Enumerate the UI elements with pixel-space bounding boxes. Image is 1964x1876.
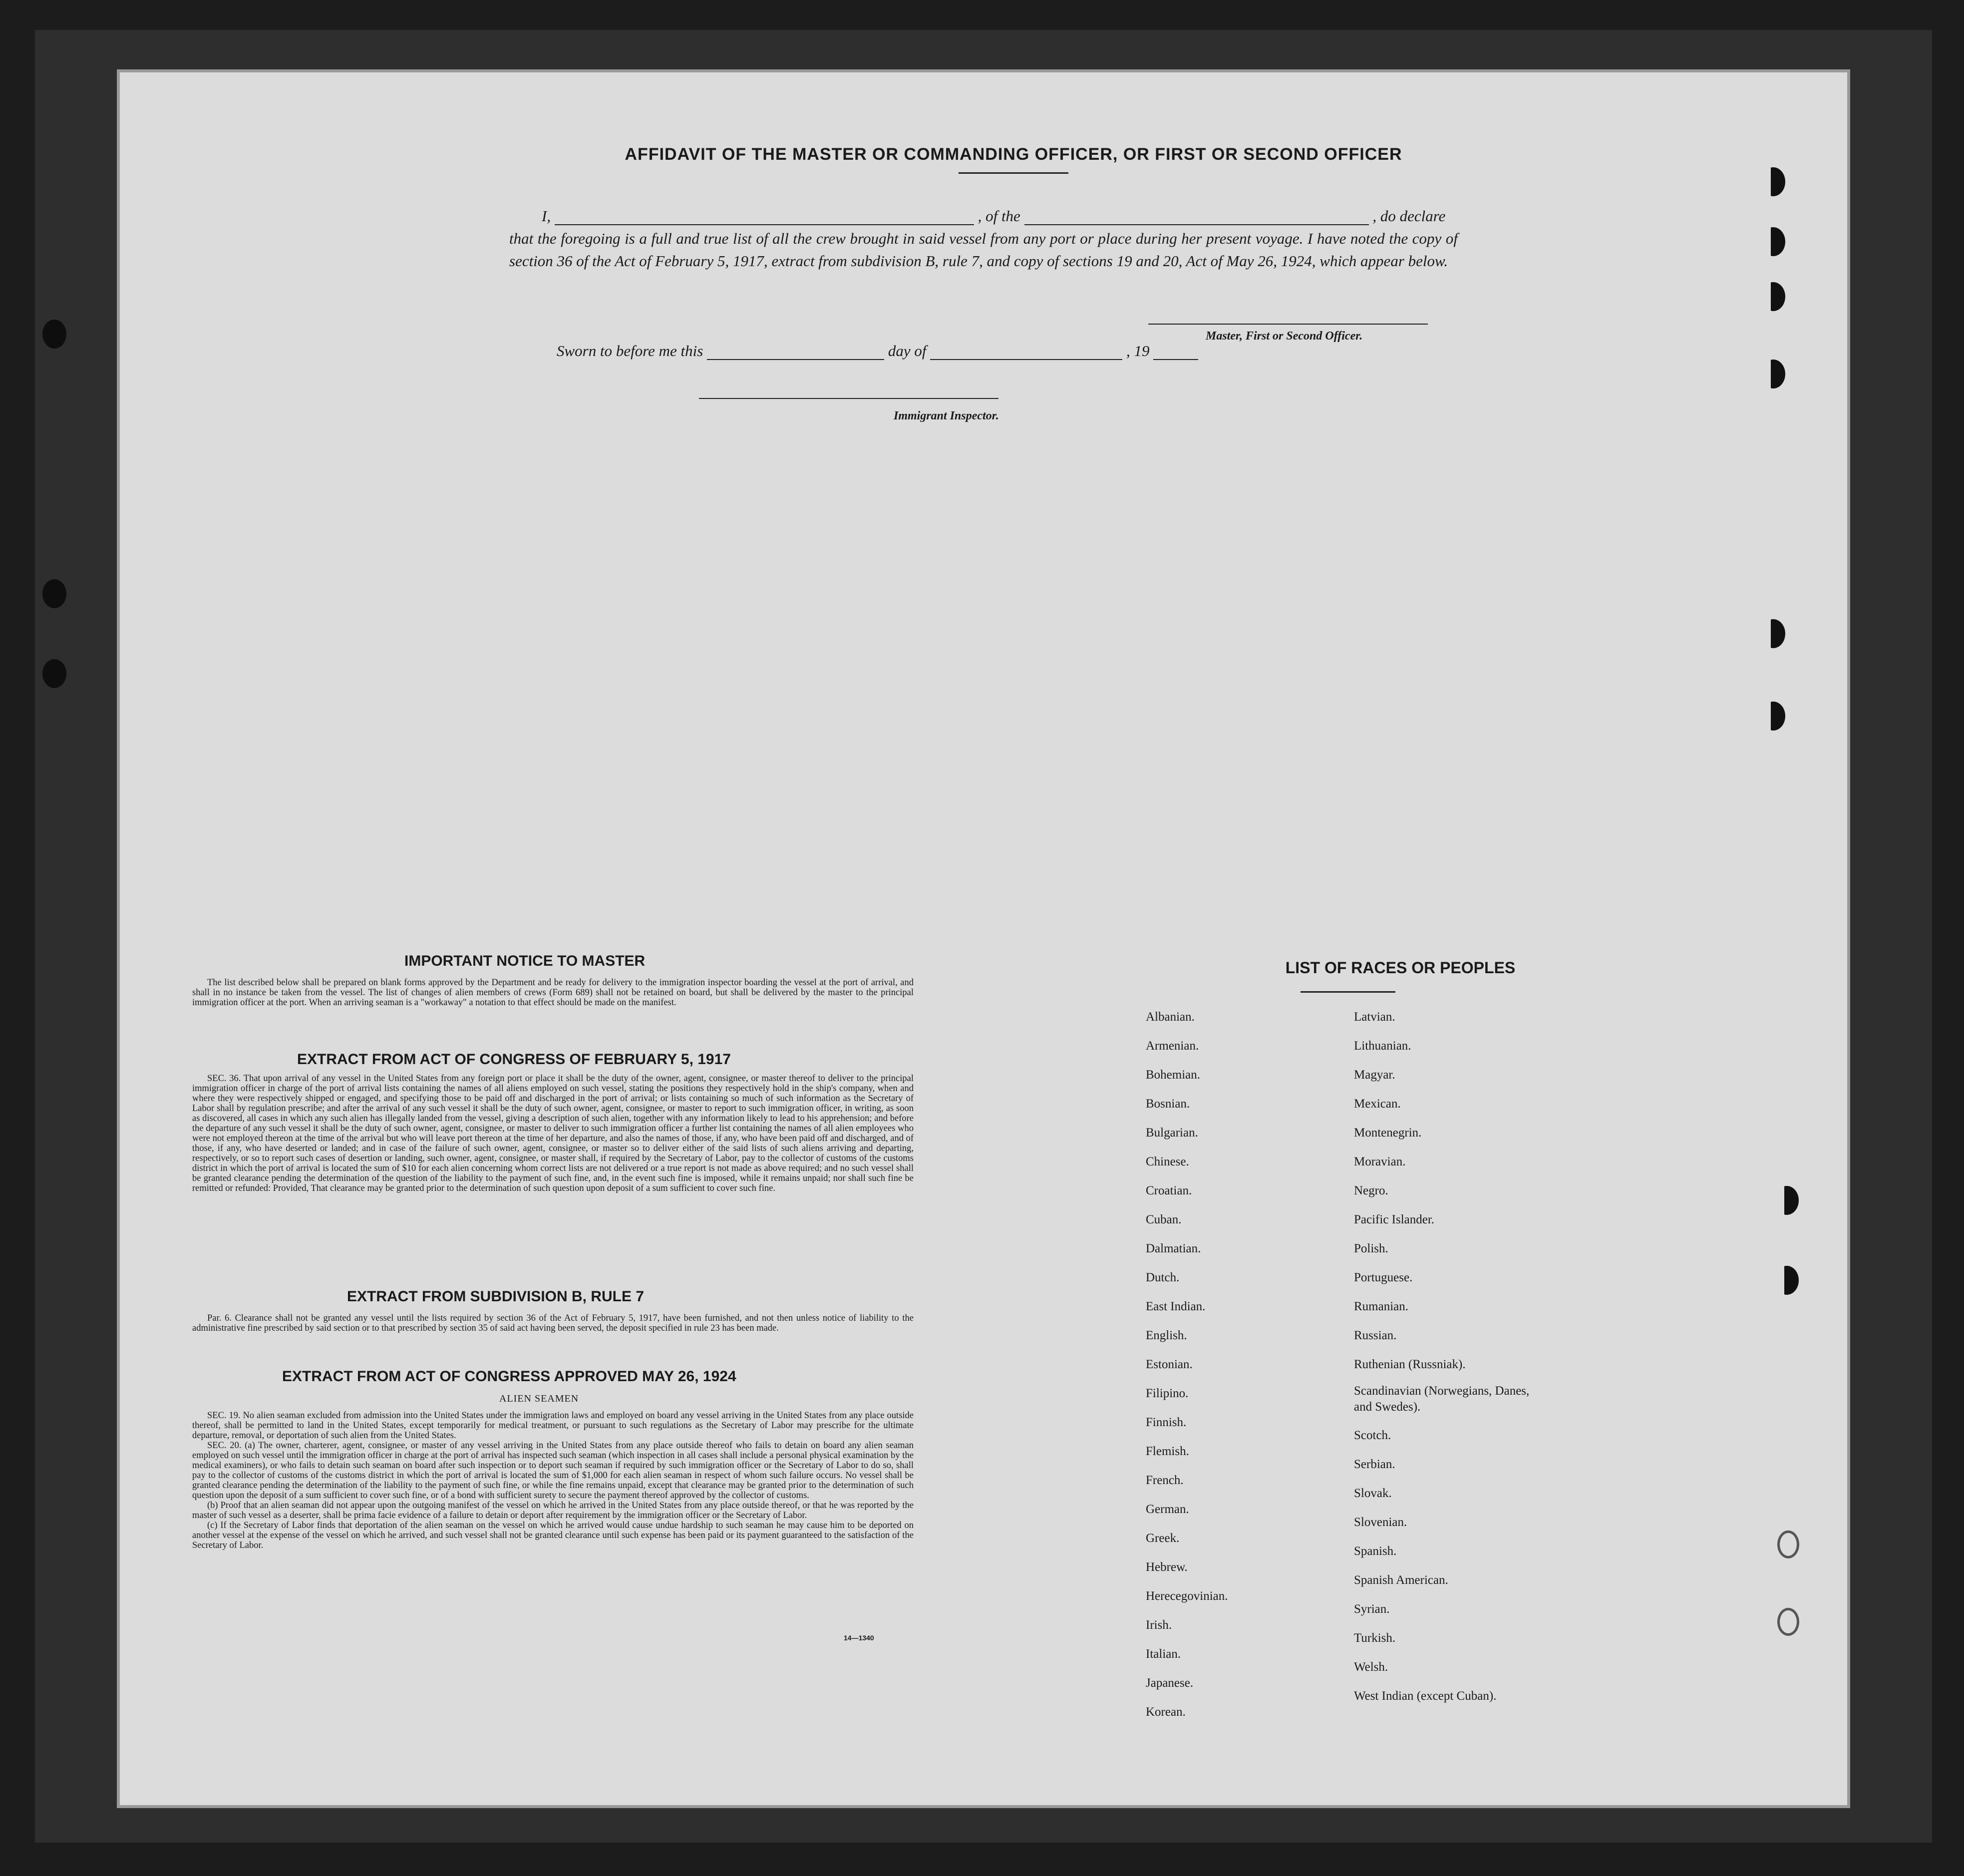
extract-1924-text [192, 1411, 914, 1550]
notice-paragraph: The list described below shall be prepared on blank forms approved by the Department and be ready for delivery to the immigration inspector boarding the vessel at the port of arrival, and shall in no instance be taken from the vessel. The list of changes of alien members of crews (Form 689) shall not be retained on board, but shall be delivered by the master to the principal immigration officer at the port. When an arriving seaman is a "workaway" a notation to that effect should be made on the manifest. [192, 978, 914, 1008]
race-item: Welsh. [1354, 1660, 1388, 1674]
race-item: Italian. [1146, 1647, 1181, 1661]
form-number: 14—1340 [844, 1634, 874, 1642]
race-item: Japanese. [1146, 1676, 1194, 1690]
race-item: French. [1146, 1474, 1184, 1487]
race-item: Greek. [1146, 1531, 1180, 1545]
race-item: Bohemian. [1146, 1068, 1201, 1082]
race-item: Ruthenian (Russniak). [1354, 1358, 1466, 1371]
race-item: Spanish. [1354, 1544, 1397, 1558]
race-item: Bulgarian. [1146, 1126, 1198, 1139]
race-item: Pacific Islander. [1354, 1213, 1435, 1226]
punch-hole-icon [1777, 1530, 1799, 1558]
race-item: West Indian (except Cuban). [1354, 1689, 1497, 1703]
affidavit-title: AFFIDAVIT OF THE MASTER OR COMMANDING OFFICER, OR FIRST OR SECOND OFFICER [625, 145, 1402, 164]
race-item: Rumanian. [1354, 1300, 1409, 1313]
master-signature-line[interactable] [1148, 324, 1428, 325]
race-item: Bosnian. [1146, 1097, 1190, 1111]
declarant-name-field[interactable] [555, 224, 974, 225]
extract-1924-title: EXTRACT FROM ACT OF CONGRESS APPROVED MAY 26, 1924 [282, 1368, 736, 1385]
sworn-day-label: day of [888, 342, 927, 360]
race-item: East Indian. [1146, 1300, 1206, 1313]
race-item: Estonian. [1146, 1358, 1193, 1371]
inspector-label: Immigrant Inspector. [894, 409, 999, 422]
sec20a-paragraph: SEC. 20. (a) The owner, charterer, agent, consignee, or master of any vessel arriving in the United States from any place outside thereof who fails to detain on board any alien seaman employed on such vessel until the immigration officer in charge at the port of arrival has inspected such seaman (which inspection in all cases shall include a personal physical examination by the medical examiners), or who fails to detain such seaman on board after such inspection or to deport such seaman if required by such immigration officer or the Secretary of Labor to do so, shall pay to the collector of customs of the customs district in which the port of arrival is located the sum of $1,000 for each alien seaman in respect of whom such failure occurs. No vessel shall be granted clearance pending the determination of the liability to the payment of such fine, or while the fine remains unpaid, except that clearance may be granted prior to the determination of such question upon the deposit of a sum sufficient to cover such fine, or of a bond with sufficient surety to secure the payment thereof approved by the collector of customs. [192, 1441, 914, 1501]
race-item: Russian. [1354, 1329, 1397, 1342]
race-item: Negro. [1354, 1184, 1388, 1197]
affidavit-body: that the foregoing is a full and true list of all the crew brought in said vessel from any port or place during her present voyage. I have noted the copy of section 36 of the Act of February 5, 1917, extract from subdivision B, rule 7, and copy of sections 19 and 20, Act of May 26, 1924, which appear below. [509, 230, 1458, 270]
declarant-prefix: I, [542, 207, 551, 225]
sworn-line [557, 342, 1198, 360]
punch-hole-icon [1761, 360, 1785, 388]
sworn-month-field[interactable] [930, 359, 1122, 360]
punch-hole-icon [1761, 227, 1785, 256]
race-item: Serbian. [1354, 1458, 1395, 1471]
punch-hole-icon [1775, 1186, 1799, 1215]
race-item: Slovenian. [1354, 1515, 1407, 1529]
punch-hole-icon [1761, 619, 1785, 648]
title-underline [959, 172, 1068, 174]
race-item: Herecegovinian. [1146, 1589, 1228, 1603]
race-item: Filipino. [1146, 1387, 1189, 1400]
sec20b-paragraph: (b) Proof that an alien seaman did not appear upon the outgoing manifest of the vessel on which he arrived in the United States from any place outside thereof, or that he was reported by the master of such vessel as a deserter, shall be prima facie evidence of a failure to detain or deport after requirement by the immigration officer or the Secretary of Labor. [192, 1501, 914, 1520]
race-item: Flemish. [1146, 1445, 1189, 1458]
subdivision-title: EXTRACT FROM SUBDIVISION B, RULE 7 [347, 1288, 645, 1305]
race-item: Finnish. [1146, 1416, 1187, 1429]
race-item: Hebrew. [1146, 1560, 1188, 1574]
race-item: Albanian. [1146, 1010, 1195, 1024]
race-item: Scotch. [1354, 1429, 1391, 1442]
subdivision-text [192, 1313, 914, 1333]
extract-1917-text [192, 1074, 914, 1193]
race-item: Syrian. [1354, 1602, 1390, 1616]
races-left-column [1146, 1003, 1228, 1727]
race-item: Moravian. [1354, 1155, 1406, 1168]
race-item: Polish. [1354, 1242, 1388, 1255]
punch-hole-icon [1761, 282, 1785, 311]
declarant-suffix: , do declare [1372, 207, 1446, 225]
sec20c-paragraph: (c) If the Secretary of Labor finds that deportation of the alien seaman on the vessel on which he arrived would cause undue hardship to such seaman he may cause him to be deported on another vessel at the expense of the vessel on which he arrived, and such vessel shall not be granted clearance until such expense has been paid or its payment guaranteed to the satisfaction of the Secretary of Labor. [192, 1520, 914, 1550]
notice-title: IMPORTANT NOTICE TO MASTER [404, 953, 646, 969]
race-item: Scandinavian (Norwegians, Danes, and Swedes). [1354, 1384, 1530, 1414]
sec36-paragraph: SEC. 36. That upon arrival of any vessel in the United States from any foreign port or place it shall be the duty of the owner, agent, consignee, or master thereof to deliver to the principal immigration officer in charge of the port of arrival lists containing the names of all aliens employed on such vessel, stating the positions they respectively hold in the ship's company, when and where they were respectively shipped or engaged, and specifying those to be paid off and discharged in the port of arrival; or lists containing so much of such information as the Secretary of Labor shall by regulation prescribe; and after the arrival of any such vessel it shall be the duty of such owner, agent, consignee, or master to report to such immigration officer, in writing, as soon as discovered, all cases in which any such alien has illegally landed from the vessel, giving a description of such alien, together with any information likely to lead to his apprehension; and before the departure of any such vessel it shall be the duty of such owner, agent, consignee, or master to deliver to such immigration officer a further list containing the names of all alien employees who were not employed thereon at the time of the arrival but who will leave port thereon at the time of her departure, and also the names of those, if any, who have been paid off and discharged, and of those, if any, who have deserted or landed; and in case of the failure of such owner, agent, consignee, or master so to deliver either of the said lists of such aliens arriving and departing, respectively, or so to report such cases of desertion or landing, such owner, agent, consignee, or master shall, if required by the Secretary of Labor, pay to the collector of customs of the customs district in which the port of arrival is located the sum of $10 for each alien concerning whom correct lists are not delivered or a true report is not made as above required; and no such vessel shall be granted clearance pending the determination of the question of the liability to the payment of such fine, and, in the event such fine is imposed, while it remains unpaid; nor shall such fine be remitted or refunded: Provided, That clearance may be granted prior to the determination of such question upon deposit of a sum sufficient to cover such fine. [192, 1074, 914, 1193]
races-right-column [1354, 1003, 1544, 1711]
inspector-signature-line[interactable] [699, 398, 998, 399]
race-item: Korean. [1146, 1705, 1186, 1719]
race-item: Lithuanian. [1354, 1039, 1411, 1053]
race-item: Latvian. [1354, 1010, 1395, 1024]
alien-seamen-subtitle: ALIEN SEAMEN [499, 1393, 579, 1404]
sec19-paragraph: SEC. 19. No alien seaman excluded from admission into the United States under the immigration laws and employed on board any vessel arriving in the United States from any place outside thereof, shall be permitted to land in the United States, except temporarily for medical treatment, or pursuant to such regulations as the Secretary of Labor may prescribe for the ultimate departure, removal, or deportation of such alien from the United States. [192, 1411, 914, 1441]
race-item: Irish. [1146, 1618, 1172, 1632]
punch-hole-icon [1761, 167, 1785, 196]
declarant-mid: , of the [978, 207, 1020, 225]
race-item: Slovak. [1354, 1487, 1392, 1500]
par6-paragraph: Par. 6. Clearance shall not be granted any vessel until the lists required by section 36 of the Act of February 5, 1917, have been furnished, and not then unless notice of liability to the administrative fine prescribed by said section or to that prescribed by section 35 of said act having been served, the deposit specified in rule 23 has been made. [192, 1313, 914, 1333]
race-item: Spanish American. [1354, 1573, 1448, 1587]
race-item: Montenegrin. [1354, 1126, 1422, 1139]
master-signature-label: Master, First or Second Officer. [1206, 330, 1363, 343]
races-title-underline [1301, 991, 1395, 993]
punch-hole-icon [42, 320, 66, 349]
race-item: Magyar. [1354, 1068, 1395, 1082]
race-item: Armenian. [1146, 1039, 1199, 1053]
race-item: Turkish. [1354, 1631, 1396, 1645]
sworn-year-label: , 19 [1126, 342, 1150, 360]
race-item: Dutch. [1146, 1271, 1180, 1284]
race-item: Mexican. [1354, 1097, 1401, 1111]
declaration-line [542, 207, 1445, 225]
notice-text [192, 978, 914, 1008]
sworn-year-field[interactable] [1153, 359, 1198, 360]
race-item: Chinese. [1146, 1155, 1189, 1168]
punch-hole-icon [1761, 702, 1785, 731]
race-item: Portuguese. [1354, 1271, 1413, 1284]
race-item: English. [1146, 1329, 1187, 1342]
sworn-prefix: Sworn to before me this [557, 342, 703, 360]
punch-hole-icon [1777, 1608, 1799, 1636]
race-item: Croatian. [1146, 1184, 1192, 1197]
extract-1917-title: EXTRACT FROM ACT OF CONGRESS OF FEBRUARY 5, 1917 [297, 1051, 731, 1068]
punch-hole-icon [42, 579, 66, 608]
race-item: Dalmatian. [1146, 1242, 1201, 1255]
race-item: German. [1146, 1502, 1189, 1516]
vessel-name-field[interactable] [1024, 224, 1369, 225]
punch-hole-icon [1775, 1266, 1799, 1295]
race-item: Cuban. [1146, 1213, 1182, 1226]
races-title: LIST OF RACES OR PEOPLES [1285, 959, 1516, 977]
sworn-day-field[interactable] [707, 359, 884, 360]
punch-hole-icon [42, 659, 66, 688]
